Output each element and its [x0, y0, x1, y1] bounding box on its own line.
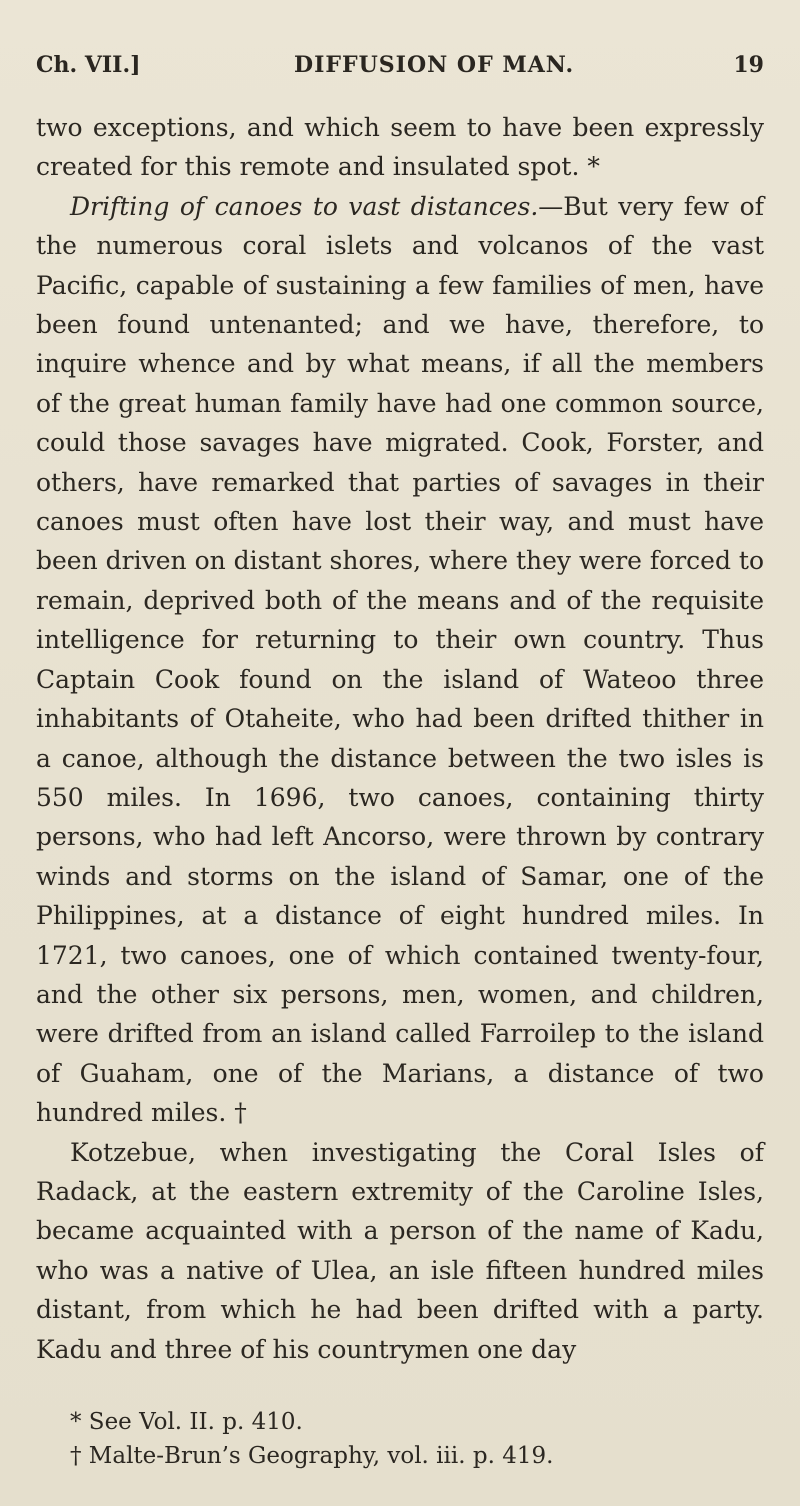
- running-head: [36, 52, 764, 88]
- paragraph-continuation: two exceptions, and which seem to have been expressly created for this remote and insulated spot. *: [36, 113, 764, 182]
- footnote-2: † Malte-Brun’s Geography, vol. iii. p. 419.: [70, 1443, 554, 1469]
- page-number: 19: [733, 52, 764, 78]
- paragraph-drifting-canoes: [36, 187, 764, 1133]
- footnotes: [70, 1405, 720, 1473]
- paragraph-kotzebue: Kotzebue, when investigating the Coral Isles of Radack, at the eastern extremity of the Caroline Isles, became acquainted with a person of the name of Kadu, who was a native of Ulea, an isle fifteen hundred miles distant, from which he had been drifted with a party. Kadu and three of his countrymen one day: [36, 1137, 764, 1364]
- chapter-reference: Ch. VII.]: [36, 52, 141, 78]
- section-sidehead: Drifting of canoes to vast distances.: [70, 191, 539, 221]
- running-title: DIFFUSION OF MAN.: [294, 52, 575, 78]
- body-text: [36, 108, 764, 1369]
- footnote-1: * See Vol. II. p. 410.: [70, 1409, 303, 1435]
- paragraph-text: —But very few of the numerous coral islets and volcanos of the vast Pacific, capable of sustaining a few families of men, have been found untenanted; and we have, therefore, to inquire whence and by what means, if all the members of the great human family have had one common source, could those savages have migrated. Cook, Forster, and others, have remarked that parties of savages in their canoes must often have lost their way, and must have been driven on distant shores, where they were forced to remain, deprived both of the means and of the requisite intelligence for returning to their own country. Thus Captain Cook found on the island of Wateoo three inhabitants of Otaheite, who had been drifted thither in a canoe, although the distance between the two isles is 550 miles. In 1696, two canoes, containing thirty persons, who had left Ancorso, were thrown by contrary winds and storms on the island of Samar, one of the Philippines, at a distance of eight hundred miles. In 1721, two canoes, one of which contained twenty-four, and the other six persons, men, women, and children, were drifted from an island called Farroilep to the island of Guaham, one of the Marians, a distance of two hundred miles. †: [36, 191, 764, 1128]
